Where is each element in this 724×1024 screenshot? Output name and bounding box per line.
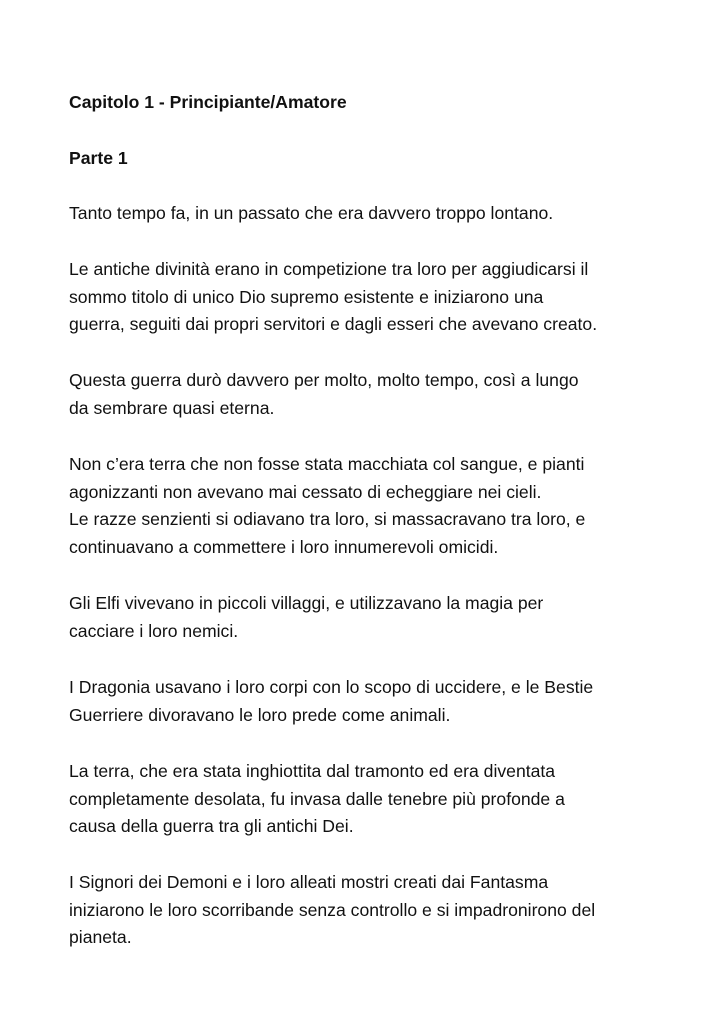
paragraph-7	[69, 758, 669, 841]
paragraph-3	[69, 367, 669, 422]
paragraph-8	[69, 869, 669, 952]
paragraph-line: iniziarono le loro scorribande senza controllo e si impadronirono del	[69, 899, 596, 920]
paragraph-line: da sembrare quasi eterna.	[69, 397, 275, 418]
paragraph-line: pianeta.	[69, 927, 132, 948]
paragraph-line: Non c’era terra che non fosse stata macchiata col sangue, e pianti	[69, 454, 585, 474]
paragraph-line: Guerriere divoravano le loro prede come animali.	[69, 704, 451, 725]
paragraph-line: causa della guerra tra gli antichi Dei.	[69, 816, 354, 837]
paragraph-line: Le razze senzienti si odiavano tra loro, si massacravano tra loro, e	[69, 509, 586, 530]
paragraph-line: I Dragonia usavano i loro corpi con lo scopo di uccidere, e le Bestie	[69, 677, 594, 697]
paragraph-1	[69, 200, 669, 228]
paragraph-line: guerra, seguiti dai propri servitori e dagli esseri che avevano creato.	[69, 314, 598, 335]
paragraph-line: La terra, che era stata inghiottita dal tramonto ed era diventata	[69, 761, 556, 781]
paragraph-5	[69, 590, 669, 645]
paragraph-line: I Signori dei Demoni e i loro alleati mostri creati dai Fantasma	[69, 872, 549, 892]
paragraph-line: Gli Elfi vivevano in piccoli villaggi, e utilizzavano la magia per	[69, 593, 544, 613]
paragraph-line: Questa guerra durò davvero per molto, molto tempo, così a lungo	[69, 370, 579, 390]
paragraph-line: sommo titolo di unico Dio supremo esistente e iniziarono una	[69, 286, 544, 307]
paragraph-line: Le antiche divinità erano in competizione tra loro per aggiudicarsi il	[69, 259, 589, 279]
paragraph-line: completamente desolata, fu invasa dalle tenebre più profonde a	[69, 788, 565, 809]
chapter-title: Capitolo 1 - Principiante/Amatore	[69, 92, 347, 112]
paragraph-line: agonizzanti non avevano mai cessato di echeggiare nei cieli.	[69, 481, 542, 502]
paragraph-2	[69, 256, 669, 339]
paragraph-6	[69, 674, 669, 729]
paragraph-line: Tanto tempo fa, in un passato che era davvero troppo lontano.	[69, 203, 554, 223]
paragraph-line: cacciare i loro nemici.	[69, 620, 239, 641]
paragraph-line: continuavano a commettere i loro innumerevoli omicidi.	[69, 536, 499, 557]
paragraph-4	[69, 451, 669, 561]
part-title: Parte 1	[69, 148, 128, 168]
